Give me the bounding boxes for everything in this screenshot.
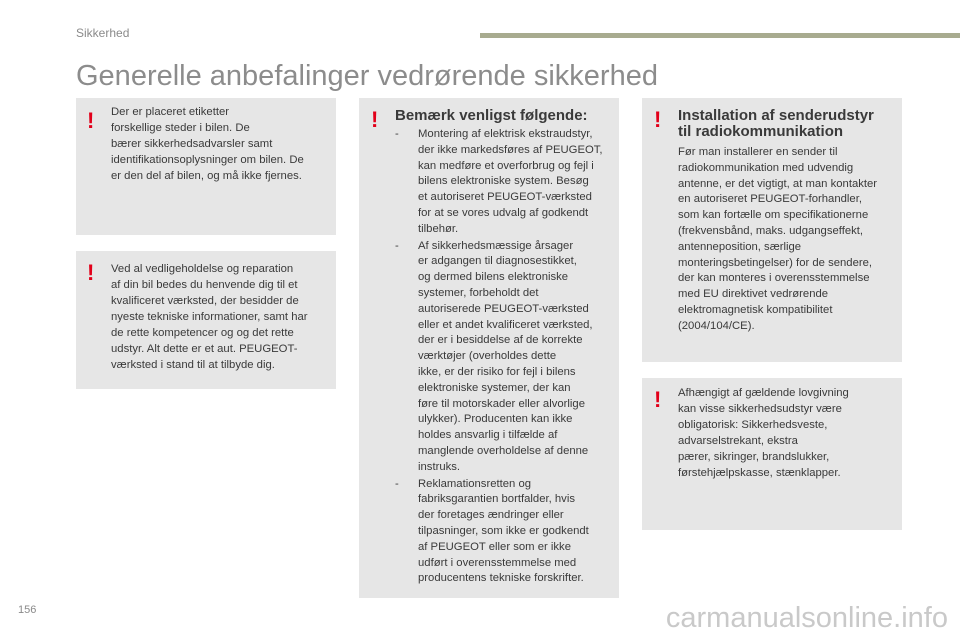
labels-warning-box [76,98,336,235]
list-dash: - [395,128,399,140]
warning-icon: ! [654,387,662,412]
warning-icon: ! [87,108,95,133]
warning-icon: ! [371,107,379,132]
list-dash: - [395,477,399,490]
notice-list [395,127,617,588]
list-item-text: Reklamationsretten og fabriksgarantien bortfalder, hvis der foretages ændringer eller tilpasninger, som ikke er godkendt af PEUGEOT eller som er ikke udført i overensstemmelse med producentens tekniske forskrifter. [418,477,589,585]
page-number: 156 [18,604,37,616]
radio-installation-box [642,98,902,362]
warning-icon: ! [654,107,662,132]
page-title: Generelle anbefalinger vedrørende sikkerhed [76,60,658,92]
notice-box [359,98,619,598]
list-item [395,477,617,588]
radio-installation-heading: Installation af senderudstyr til radiokommunikation [678,107,874,140]
watermark: carmanualsonline.info [665,602,948,634]
list-item [395,239,617,476]
legislation-warning-box [642,378,902,530]
section-label: Sikkerhed [76,26,130,40]
list-dash: - [395,239,399,252]
labels-warning-text: Der er placeret etiketter forskellige steder i bilen. De bærer sikkerhedsadvarsler samt identifikationsoplysninger om bilen. De er den del af bilen, og må ikke fjernes. [111,106,304,182]
legislation-warning-text: Afhængigt af gældende lovgivning kan visse sikkerhedsudstyr være obligatorisk: Sikkerhedsveste, advarselstrekant, ekstra pærer, sikringer, brandslukker, førstehjælpskasse, stænklapper. [678,387,849,479]
radio-installation-text: Før man installerer en sender til radiokommunikation med udvendig antenne, er det vigtigt, at man kontakter en autoriseret PEUGEOT-forhandler, som kan fortælle om specifikationerne (frekvensbånd, maks. udgangseffekt, antenneposition, særlige monteringsbetingelser) for de sendere, der kan monteres i overensstemmelse med EU direktivet vedrørende elektromagnetisk kompatibilitet (2004/104/CE). [678,146,878,332]
notice-heading: Bemærk venligst følgende: [395,107,588,124]
maintenance-warning-text: Ved al vedligeholdelse og reparation af din bil bedes du henvende dig til et kvalificeret værksted, der besidder de nyeste tekniske informationer, samt har de rette kompetencer og og det rette udstyr. Alt dette er et aut. PEUGEOT- værksted i stand til at tilbyde dig. [111,263,308,371]
header-bar [480,33,960,38]
list-item-text: Montering af elektrisk ekstraudstyr, der ikke markedsføres af PEUGEOT, kan medføre et overforbrug og fejl i bilens elektroniske system. Besøg et autoriseret PEUGEOT-værksted for at se vores udvalg af godkendt tilbehør. [418,128,603,235]
maintenance-warning-box [76,251,336,389]
list-item [395,127,617,238]
warning-icon: ! [87,260,95,285]
list-item-text: Af sikkerhedsmæssige årsager er adgangen til diagnosestikket, og dermed bilens elektroniske systemer, forbeholdt det autoriserede PEUGEOT-værksted eller et andet kvalificeret værksted, der er i besiddelse af de korrekte værktøjer (overholdes dette ikke, er der risiko for fejl i bilens elektroniske systemer, der kan føre til motorskader eller alvorlige ulykker). Producenten kan ikke holdes ansvarlig i tilfælde af manglende overholdelse af denne instruks. [418,239,593,473]
